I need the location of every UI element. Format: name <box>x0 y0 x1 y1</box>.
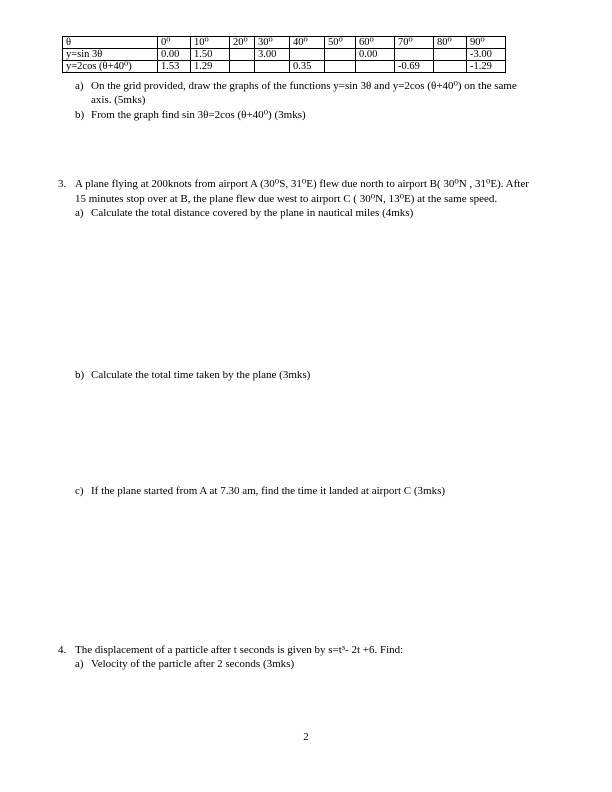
q2b-label: b) <box>75 109 85 121</box>
q3-text-line1: A plane flying at 200knots from airport A (30⁰S, 31⁰E) flew due north to airport B( 30⁰N , 31⁰E). After <box>75 178 529 190</box>
q4a-label: a) <box>75 658 84 670</box>
table-cell <box>230 61 255 73</box>
q3b-text: Calculate the total time taken by the plane (3mks) <box>91 369 311 381</box>
q4-number: 4. <box>58 644 67 656</box>
table-cell <box>255 61 290 73</box>
q3-text-line2: 15 minutes stop over at B, the plane flew due west to airport C ( 30⁰N, 13⁰E) at the same speed. <box>75 193 498 205</box>
q4-text: The displacement of a particle after t seconds is given by s=t³- 2t +6. Find: <box>75 644 404 656</box>
table-cell: y=sin 3θ <box>63 49 158 61</box>
table-cell: 0⁰ <box>158 37 191 49</box>
table-cell: θ <box>63 37 158 49</box>
table-cell: 20⁰ <box>230 37 255 49</box>
q2a-text-line2: axis. (5mks) <box>91 94 146 106</box>
table-cell: 30⁰ <box>255 37 290 49</box>
table-cell: 80⁰ <box>434 37 467 49</box>
q2a-label: a) <box>75 80 84 92</box>
table-row <box>63 61 506 73</box>
table-cell: 70⁰ <box>395 37 434 49</box>
table-cell: y=2cos (θ+40⁰) <box>63 61 158 73</box>
table-cell: 1.53 <box>158 61 191 73</box>
table-cell: 90⁰ <box>467 37 506 49</box>
q3b-label: b) <box>75 369 85 381</box>
table-cell: -3.00 <box>467 49 506 61</box>
q2a-text-line1: On the grid provided, draw the graphs of the functions y=sin 3θ and y=2cos (θ+40⁰) on the same <box>91 80 517 92</box>
table-cell: 0.00 <box>158 49 191 61</box>
table-header-row <box>63 37 506 49</box>
table-cell: -1.29 <box>467 61 506 73</box>
q4a-text: Velocity of the particle after 2 seconds (3mks) <box>91 658 295 670</box>
table-cell: 40⁰ <box>290 37 325 49</box>
table-cell: 50⁰ <box>325 37 356 49</box>
table-row <box>63 49 506 61</box>
table-cell <box>434 49 467 61</box>
table-cell: 0.35 <box>290 61 325 73</box>
table-cell: 0.00 <box>356 49 395 61</box>
q2b-text: From the graph find sin 3θ=2cos (θ+40⁰) (3mks) <box>91 109 306 121</box>
table-cell <box>395 49 434 61</box>
table-cell: 1.29 <box>191 61 230 73</box>
q3c-label: c) <box>75 485 84 497</box>
table-cell: 10⁰ <box>191 37 230 49</box>
page-number: 2 <box>303 731 309 743</box>
q3c-text: If the plane started from A at 7.30 am, find the time it landed at airport C (3mks) <box>91 485 446 497</box>
table-cell <box>356 61 395 73</box>
table-cell <box>434 61 467 73</box>
table-cell: 3.00 <box>255 49 290 61</box>
table-cell <box>325 61 356 73</box>
table-cell <box>325 49 356 61</box>
table-cell <box>290 49 325 61</box>
table-cell <box>230 49 255 61</box>
q3a-label: a) <box>75 207 84 219</box>
values-table <box>62 36 506 73</box>
table-cell: 1.50 <box>191 49 230 61</box>
q3-number: 3. <box>58 178 67 190</box>
table-cell: 60⁰ <box>356 37 395 49</box>
table-cell: -0.69 <box>395 61 434 73</box>
q3a-text: Calculate the total distance covered by the plane in nautical miles (4mks) <box>91 207 414 219</box>
